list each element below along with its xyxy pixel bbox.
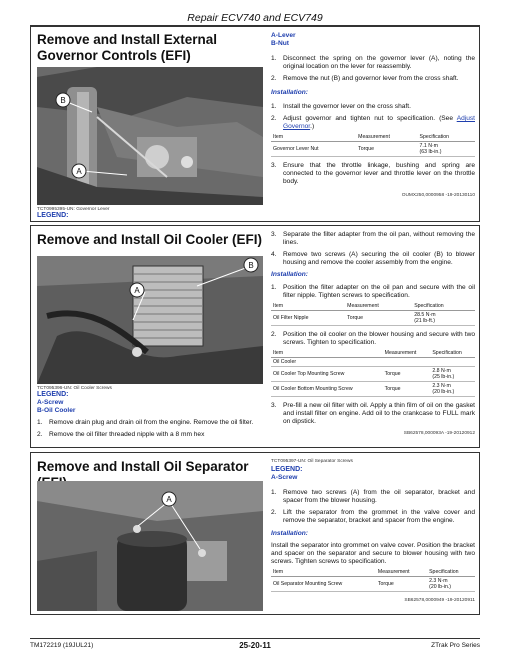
spec-header-measurement: Measurement <box>356 133 417 142</box>
s1-install-2: Adjust governor and tighten nut to specification. (See <box>283 115 454 122</box>
table-row: Oil Cooler Top Mounting Screw Torque 2.8 N·m (25 lb-in.) <box>271 367 475 382</box>
s1-step-1: Disconnect the spring on the governor lever (A), noting the original location on the lever for reassembly. <box>283 55 475 70</box>
s3-ref: SB62578,0000949 -19-20120911 <box>404 598 475 603</box>
legend-screw: A-Screw <box>37 399 64 406</box>
s2-spec-table-2: Item Measurement Specification Oil Cooler Oil Cooler Top Mounting Screw Torque 2.8 N·m (25 lb-in.) Oil Cooler Bottom Mounting Screw Torque 2.3 N·m (20 lb-in.) <box>271 349 475 397</box>
callout-b: B <box>248 261 254 270</box>
section2-title: Remove and Install Oil Cooler (EFI) <box>37 232 263 247</box>
section-oil-cooler: Remove and Install Oil Cooler (EFI) B A TCT095396-UN: Oil Cooler Screws LEGEND: A-Screw B-Oil Cooler 1. Remove drain plug and drain oil from the engine. Remove the oil filter. 2. Remove the oil filter threaded nipple with a 8 mm hex 3. Separate the filter adapter from the oil pan, without removing the lines. 4. Remove two screws (A) securing the oil cooler (B) to blower housing and remove the cooler assembly from the engine. Installation: 1. Position the filter adapter on the oil pan and secure with the oil filter nipple. Tighten screws to specification. Item Measurement Specification Oil Filter Nipple Torque 28.5 N·m (21 lb-ft.) 2. Position the oil cooler on the blower housing and secure with two screws. Tighten to specification. Item Measurement Specification Oil Cooler Oil Cooler Top Mounting Screw Torque 2.8 N·m (25 lb-in.) Oil Cooler Bottom Mounting Screw Torque 2.3 N·m (20 lb-in.) 3. Pre-fill a new oil filter with oil. Apply a thin film of oil on the gasket and install filter on engine. Add oil to the crankcase to FULL mark on dipstick. SB62578,000093A -19-20120912 <box>30 225 480 448</box>
s1-install-2-suffix: .) <box>310 123 315 130</box>
callout-a: A <box>166 495 172 504</box>
governor-photo <box>37 67 263 205</box>
section3-title: Remove and Install Oil Separator <box>37 459 249 474</box>
s3-spec-table: Item Measurement Specification Oil Separator Mounting Screw Torque 2.3 N·m (20 lb-in.) <box>271 568 475 592</box>
section1-caption: TCT0995395-UN: Governor Lever <box>37 207 110 212</box>
footer-page-number: 25-20-11 <box>239 641 271 650</box>
legend-oil-cooler: B-Oil Cooler <box>37 407 76 414</box>
table-row: Oil Separator Mounting Screw Torque 2.3 N·m (20 lb-in.) <box>271 577 475 592</box>
section1-legend-label: LEGEND: <box>37 212 69 219</box>
section-governor: Remove and Install External Governor Controls (EFI) B A TCT0995395-UN: Governor Lever LEGEND: A-Lever B-Nut 1. Disconnect the spring on the governor lever (A), noting the original location on the lever for reassembly. 2. Remove the nut (B) and governor lever from the cross shaft. Installation: 1. Install the governor lever on the cross shaft. 2. Adjust governor and tighten nut to specification. (See Adjust Governor.) Item Measurement Specification Governor Lever Nut Torque 7.1 N·m (63 lb-in.) 3. Ensure that the throttle linkage, bushing and spring are connected to the governor lever and throttle lever on the throttle body. OUMX250,0000958 -19-20130110 <box>30 26 480 222</box>
s2-install-1: Position the filter adapter on the oil pan and secure with the oil filter nipple. Tighten screws to specification. <box>283 284 475 299</box>
s3-installation-heading: Installation: <box>271 530 308 537</box>
s2-spec-table-1: Item Measurement Specification Oil Filter Nipple Torque 28.5 N·m (21 lb-ft.) <box>271 302 475 326</box>
legend-lever: A-Lever <box>271 32 296 39</box>
s2-step-4: Remove two screws (A) securing the oil cooler (B) to blower housing and remove the cooler assembly from the engine. <box>283 251 475 266</box>
legend-nut: B-Nut <box>271 40 289 47</box>
section1-title: Remove and Install External Governor Controls (EFI) <box>37 32 218 63</box>
oil-separator-photo <box>37 481 263 611</box>
s1-step-2: Remove the nut (B) and governor lever from the cross shaft. <box>283 75 459 82</box>
callout-a: A <box>134 286 140 295</box>
adjust-governor-link[interactable]: Adjust Governor <box>283 115 476 130</box>
s2-step-2: Remove the oil filter threaded nipple with a 8 mm hex <box>49 431 205 438</box>
s3-install-text: Install the separator into grommet on valve cover. Position the bracket and spacer on the separator and secure to blower housing with two screws. Tighten screws to specification. <box>271 542 475 565</box>
spec-header-spec: Specification <box>418 133 475 142</box>
s1-ref: OUMX250,0000958 -19-20130110 <box>401 193 475 198</box>
table-row: Governor Lever Nut Torque 7.1 N·m (63 lb-in.) <box>271 142 475 157</box>
table-row: Oil Cooler Bottom Mounting Screw Torque 2.3 N·m (20 lb-in.) <box>271 382 475 397</box>
page-header <box>30 12 480 26</box>
s1-install-3: Ensure that the throttle linkage, bushing and spring are connected to the governor lever and throttle lever on the throttle body. <box>283 162 475 185</box>
section2-caption: TCT095396-UN: Oil Cooler Screws <box>37 386 112 391</box>
footer-series: ZTrak Pro Series <box>431 642 480 649</box>
s2-ref: SB62578,000093A -19-20120912 <box>403 431 475 436</box>
s2-step-1: Remove drain plug and drain oil from the engine. Remove the oil filter. <box>49 419 254 426</box>
header-title: Repair ECV740 and ECV749 <box>187 12 323 24</box>
s1-install-1: Install the governor lever on the cross shaft. <box>283 103 411 110</box>
s2-step-3: Separate the filter adapter from the oil pan, without removing the lines. <box>283 231 475 246</box>
footer-doc-id: TM172219 (19JUL21) <box>30 642 94 649</box>
s3-step-1: Remove two screws (A) from the oil separator, bracket and spacer from the blower housing. <box>283 489 475 504</box>
s3-step-2: Lift the separator from the grommet in the valve cover and remove the separator, bracket and spacer from the engine. <box>283 509 475 524</box>
s1-installation-heading: Installation: <box>271 89 308 96</box>
section2-legend-label: LEGEND: <box>37 391 69 398</box>
s2-installation-heading: Installation: <box>271 271 308 278</box>
legend-screw: A-Screw <box>271 474 298 481</box>
s1-spec-table <box>271 133 475 157</box>
section3-legend-label: LEGEND: <box>271 466 303 473</box>
s2-install-2: Position the oil cooler on the blower housing and secure with two screws. Tighten to specification. <box>283 331 475 346</box>
callout-a: A <box>76 167 82 176</box>
section-oil-separator: Remove and Install Oil Separator A TCT095397-UN: Oil Separator Screws LEGEND: A-Screw 1. Remove two screws (A) from the oil separator, bracket and spacer from the blower housing. 2. Lift the separator from the grommet in the valve cover and remove the separator, bracket and spacer from the engine. Installation: Install the separator into grommet on valve cover. Position the bracket and spacer on the separator and secure to blower housing with two screws. Tighten screws to specification. Item Measurement Specification Oil Separator Mounting Screw Torque 2.3 N·m (20 lb-in.) SB62578,0000949 -19-20120911 <box>30 452 480 615</box>
footer-divider <box>30 638 480 639</box>
s2-install-3: Pre-fill a new oil filter with oil. Apply a thin film of oil on the gasket and install filter on engine. Add oil to the crankcase to FULL mark on dipstick. <box>283 402 475 425</box>
page-footer <box>30 641 480 653</box>
callout-b: B <box>60 96 66 105</box>
section3-caption: TCT095397-UN: Oil Separator Screws <box>271 459 353 464</box>
spec-header-item: Item <box>271 133 356 142</box>
oil-cooler-photo <box>37 256 263 384</box>
table-row: Oil Filter Nipple Torque 28.5 N·m (21 lb-ft.) <box>271 311 475 326</box>
